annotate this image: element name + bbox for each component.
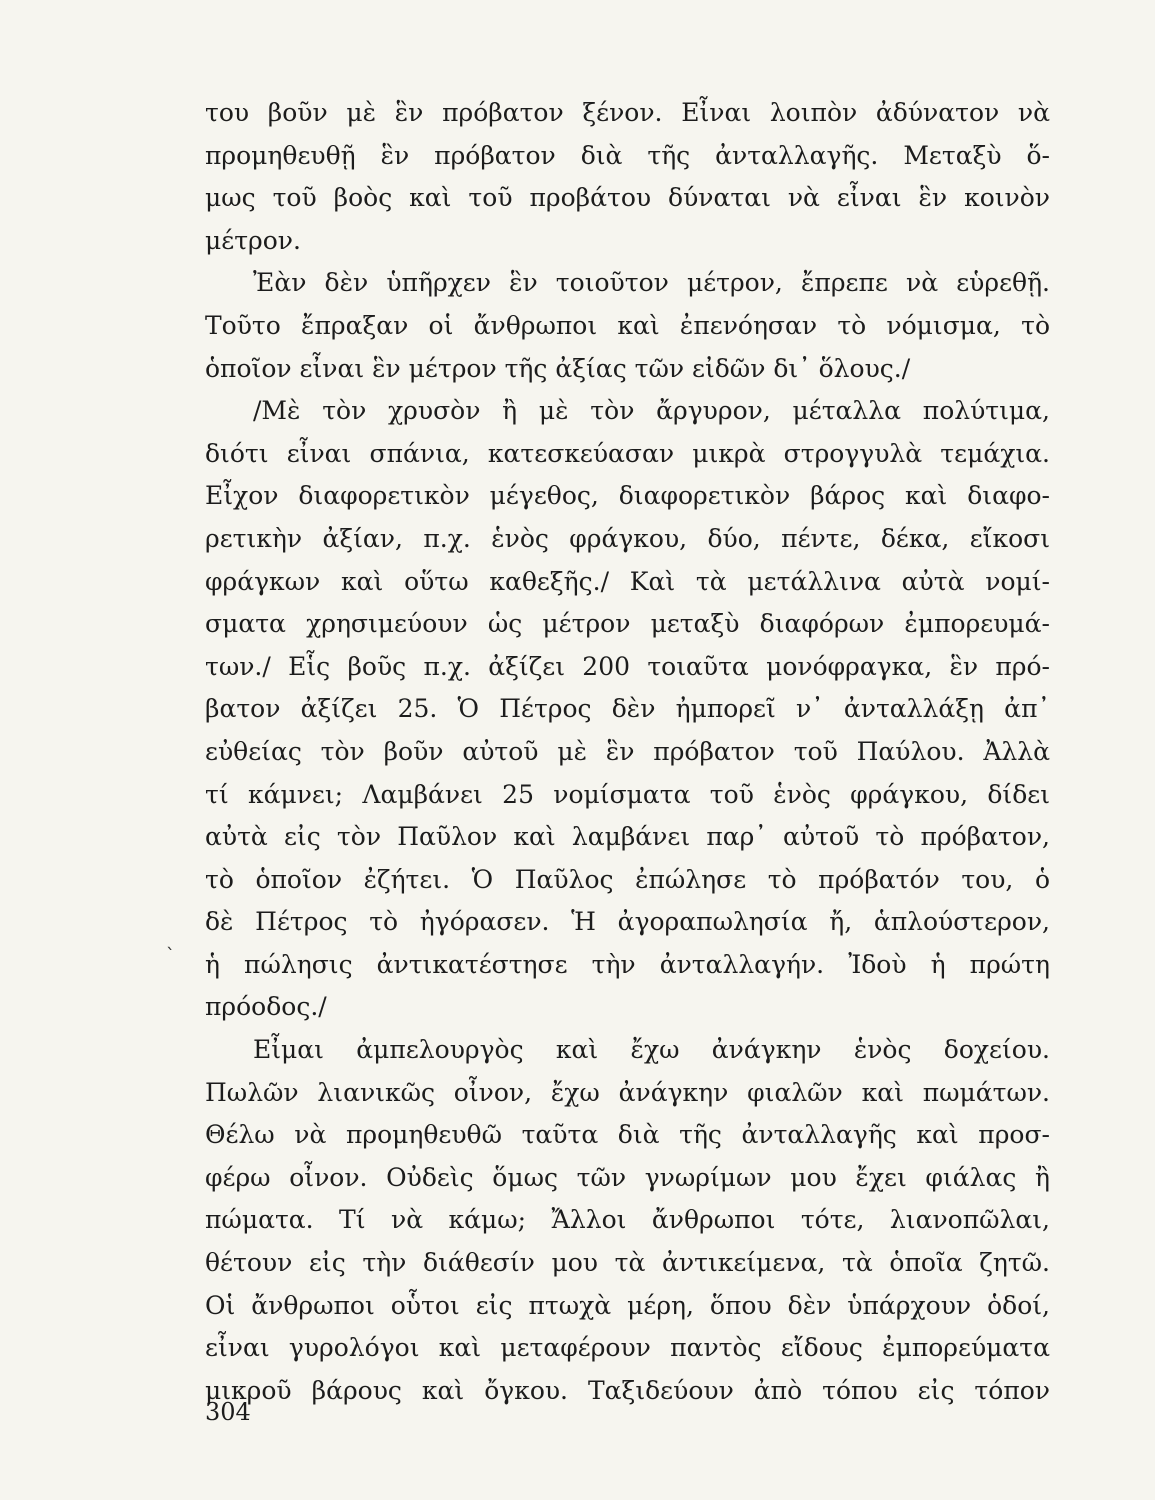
text-line: /Μὲ τὸν χρυσὸν ἢ μὲ τὸν ἄργυρον, μέταλλα πολύτιμα, [253, 396, 1050, 426]
text-line: των./ Εἷς βοῦς π.χ. ἀξίζει 200 τοιαῦτα μονόφραγκα, ἓν πρό- [205, 651, 1050, 681]
text-line: ὁποῖον εἶναι ἓν μέτρον τῆς ἀξίας τῶν εἰδῶν δι᾿ ὅλους./ [205, 353, 911, 383]
text-line: προμηθευθῇ ἓν πρόβατον διὰ τῆς ἀνταλλαγῆς. Μεταξὺ ὅ- [205, 140, 1050, 170]
text-line: του βοῦν μὲ ἓν πρόβατον ξένον. Εἶναι λοιπὸν ἀδύνατον νὰ [205, 98, 1050, 127]
text-line: Τοῦτο ἔπραξαν οἱ ἄνθρωποι καὶ ἐπενόησαν τὸ νόμισμα, τὸ [205, 310, 1050, 340]
text-line: πώματα. Τί νὰ κάμω; Ἄλλοι ἄνθρωποι τότε, λιανοπῶλαι, [205, 1205, 1050, 1235]
page-number: 304 [205, 1398, 251, 1426]
text-line: Θέλω νὰ προμηθευθῶ ταῦτα διὰ τῆς ἀνταλλαγῆς καὶ προσ- [205, 1120, 1050, 1150]
text-line: μέτρον. [205, 225, 301, 255]
margin-mark: ˎ [166, 930, 175, 951]
text-line: Εἶχον διαφορετικὸν μέγεθος, διαφορετικὸν βάρος καὶ διαφο- [205, 481, 1050, 511]
text-line: ρετικὴν ἀξίαν, π.χ. ἑνὸς φράγκου, δύο, πέντε, δέκα, εἴκοσι [205, 523, 1050, 553]
text-line: αὐτὰ εἰς τὸν Παῦλον καὶ λαμβάνει παρ᾿ αὐτοῦ τὸ πρόβατον, [205, 822, 1050, 852]
text-line: φράγκων καὶ οὕτω καθεξῆς./ Καὶ τὰ μετάλλινα αὐτὰ νομί- [205, 566, 1050, 596]
body-text [205, 92, 1050, 1412]
text-line: μως τοῦ βοὸς καὶ τοῦ προβάτου δύναται νὰ εἶναι ἓν κοινὸν [205, 183, 1050, 213]
text-line: θέτουν εἰς τὴν διάθεσίν μου τὰ ἀντικείμενα, τὰ ὁποῖα ζητῶ. [205, 1248, 1050, 1278]
text-line: Ἐὰν δὲν ὑπῆρχεν ἓν τοιοῦτον μέτρον, ἔπρεπε νὰ εὑρεθῇ. [253, 268, 1050, 298]
text-line: δὲ Πέτρος τὸ ἠγόρασεν. Ἡ ἀγοραπωλησία ἤ, ἁπλούστερον, [205, 907, 1050, 937]
text-line: Οἱ ἄνθρωποι οὗτοι εἰς πτωχὰ μέρη, ὅπου δὲν ὑπάρχουν ὁδοί, [205, 1290, 1050, 1320]
text-line: Πωλῶν λιανικῶς οἶνον, ἔχω ἀνάγκην φιαλῶν καὶ πωμάτων. [205, 1077, 1050, 1107]
text-line: εἶναι γυρολόγοι καὶ μεταφέρουν παντὸς εἴδους ἐμπορεύματα [205, 1333, 1050, 1363]
text-line: βατον ἀξίζει 25. Ὁ Πέτρος δὲν ἠμπορεῖ ν᾿ ἀνταλλάξῃ ἀπ᾿ [205, 694, 1050, 724]
text-line: σματα χρησιμεύουν ὡς μέτρον μεταξὺ διαφόρων ἐμπορευμά- [205, 609, 1050, 639]
text-line: εὐθείας τὸν βοῦν αὐτοῦ μὲ ἓν πρόβατον τοῦ Παύλου. Ἀλλὰ [205, 736, 1050, 766]
text-line: διότι εἶναι σπάνια, κατεσκεύασαν μικρὰ στρογγυλὰ τεμάχια. [205, 438, 1050, 468]
text-line: Εἶμαι ἀμπελουργὸς καὶ ἔχω ἀνάγκην ἑνὸς δοχείου. [253, 1035, 1050, 1065]
text-line: ἡ πώλησις ἀντικατέστησε τὴν ἀνταλλαγήν. Ἰδοὺ ἡ πρώτη [205, 949, 1050, 979]
text-line: μικροῦ βάρους καὶ ὄγκου. Ταξιδεύουν ἀπὸ τόπου εἰς τόπον [205, 1375, 1050, 1405]
text-line: τί κάμνει; Λαμβάνει 25 νομίσματα τοῦ ἑνὸς φράγκου, δίδει [205, 779, 1050, 809]
text-line: φέρω οἶνον. Οὐδεὶς ὅμως τῶν γνωρίμων μου ἔχει φιάλας ἢ [205, 1162, 1050, 1192]
text-line: πρόοδος./ [205, 992, 327, 1022]
text-line: τὸ ὁποῖον ἐζήτει. Ὁ Παῦλος ἐπώλησε τὸ πρόβατόν του, ὁ [205, 864, 1050, 894]
